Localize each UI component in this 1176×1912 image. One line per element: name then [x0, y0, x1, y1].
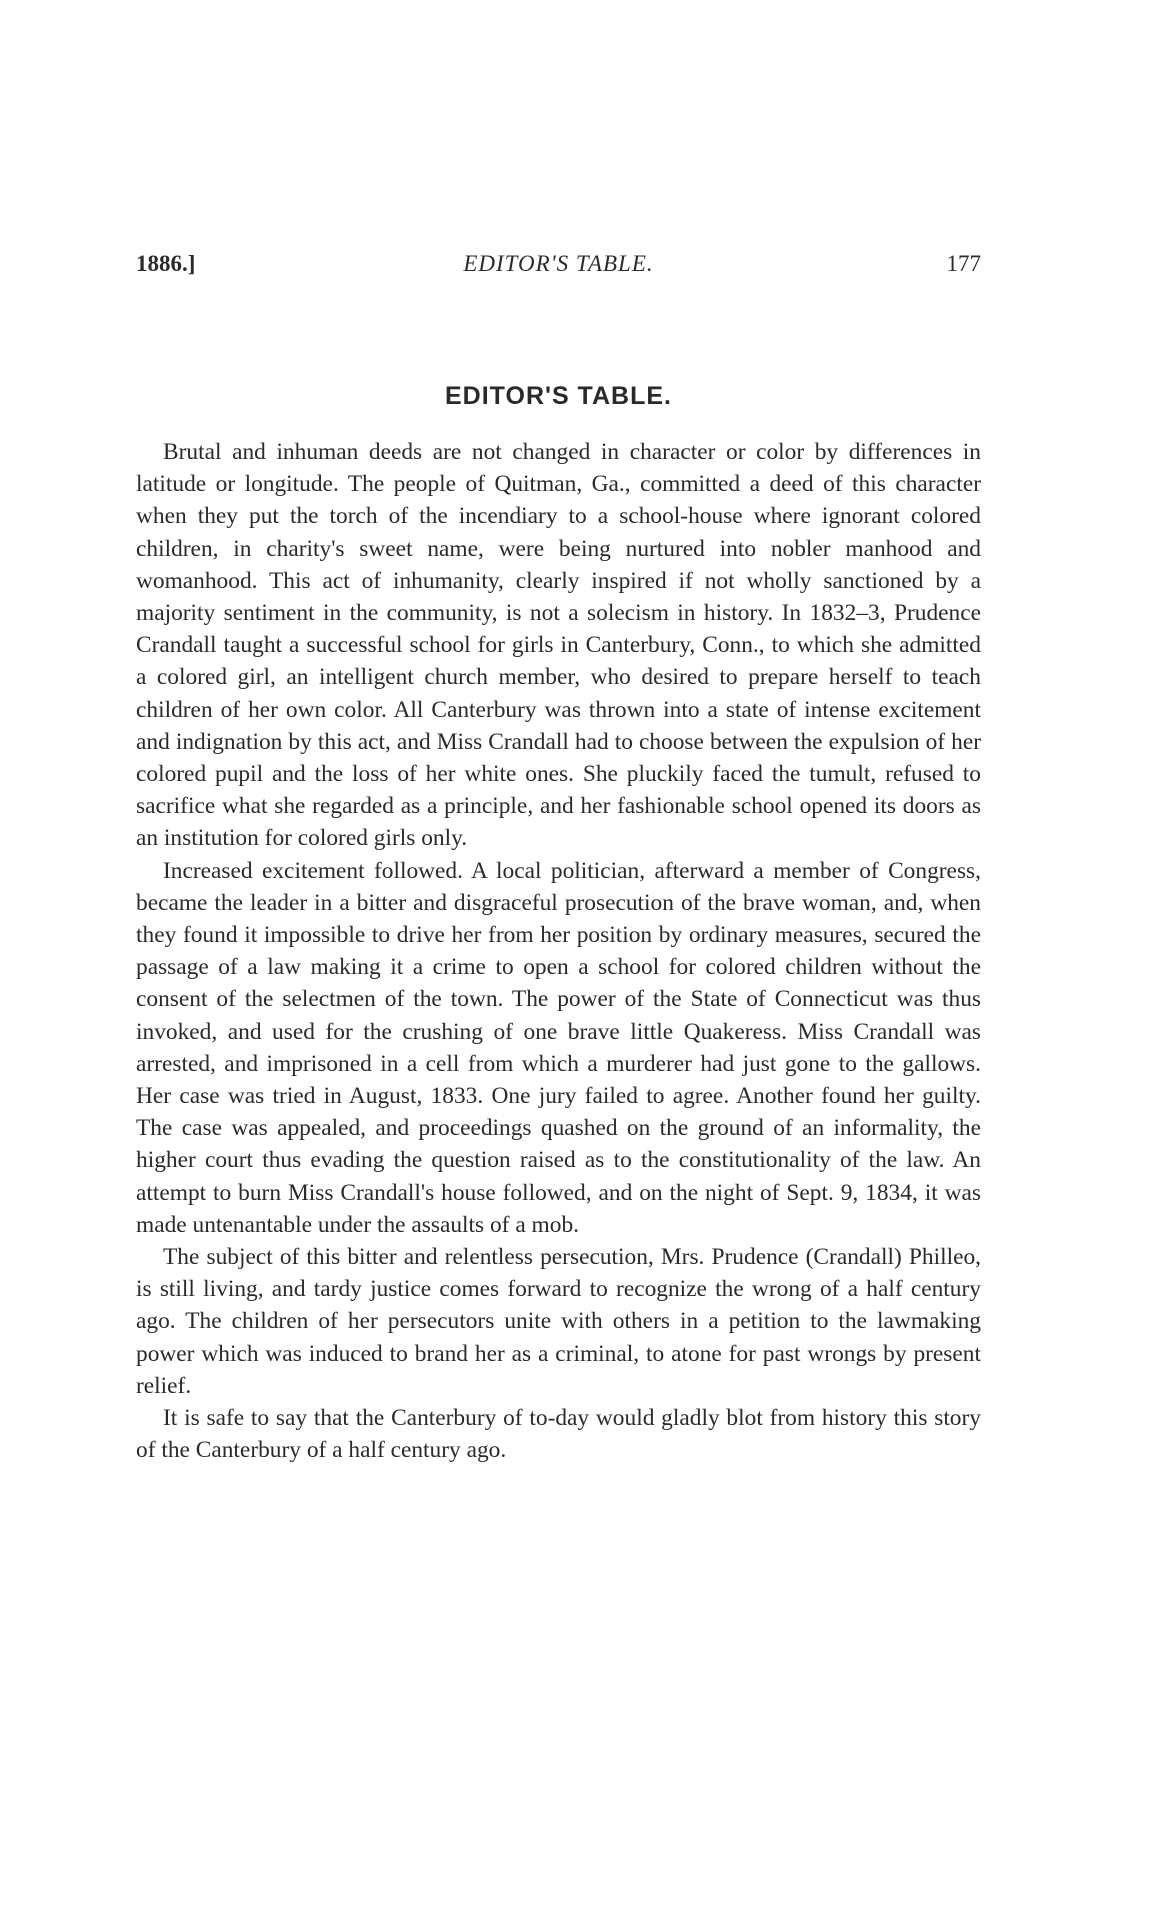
article-heading: EDITOR'S TABLE. — [445, 382, 672, 410]
paragraph: It is safe to say that the Canterbury of to-day would gladly blot from history this story of the Canterbury of a half century ago. — [136, 1405, 981, 1464]
article-body — [136, 436, 981, 1467]
paragraph: The subject of this bitter and relentless persecution, Mrs. Prudence (Crandall) Philleo, is still living, and tardy justice comes forward to recognize the wrong of a half century ago. The children of her persecutors unite with others in a petition to the lawmaking power which was induced to brand her as a criminal, to atone for past wrongs by present relief. — [136, 1244, 981, 1399]
paragraph: Increased excitement followed. A local politician, afterward a member of Congress, became the leader in a bitter and disgraceful prosecution of the brave woman, and, when they found it impossible to drive her from her position by ordinary measures, secured the passage of a law making it a crime to open a school for colored children without the consent of the selectmen of the town. The power of the State of Connecticut was thus invoked, and used for the crushing of one brave little Quakeress. Miss Crandall was arrested, and imprisoned in a cell from which a murderer had just gone to the gallows. Her case was tried in August, 1833. One jury failed to agree. Another found her guilty. The case was appealed, and proceedings quashed on the ground of an informality, the higher court thus evading the question raised as to the constitutionality of the law. An attempt to burn Miss Crandall's house followed, and on the night of Sept. 9, 1834, it was made untenantable under the assaults of a mob. — [136, 857, 981, 1238]
running-head-year: 1886.] — [136, 251, 196, 276]
paragraph: Brutal and inhuman deeds are not changed in character or color by differences in latitude or longitude. The people of Quitman, Ga., committed a deed of this character when they put the torch of the incendiary to a school-house where ignorant colored children, in charity's sweet name, were being nurtured into nobler manhood and womanhood. This act of inhumanity, clearly inspired if not wholly sanctioned by a majority sentiment in the community, is not a solecism in history. In 1832–3, Prudence Crandall taught a successful school for girls in Canterbury, Conn., to which she admitted a colored girl, an intelligent church member, who desired to prepare herself to teach children of her own color. All Canterbury was thrown into a state of intense excitement and indignation by this act, and Miss Crandall had to choose between the expulsion of her colored pupil and the loss of her white ones. She pluckily faced the tumult, refused to sacrifice what she regarded as a principle, and her fashionable school opened its doors as an institution for colored girls only. — [136, 439, 981, 852]
running-head — [136, 246, 981, 282]
page-number: 177 — [946, 251, 981, 276]
running-head-title: EDITOR'S TABLE. — [463, 251, 654, 276]
